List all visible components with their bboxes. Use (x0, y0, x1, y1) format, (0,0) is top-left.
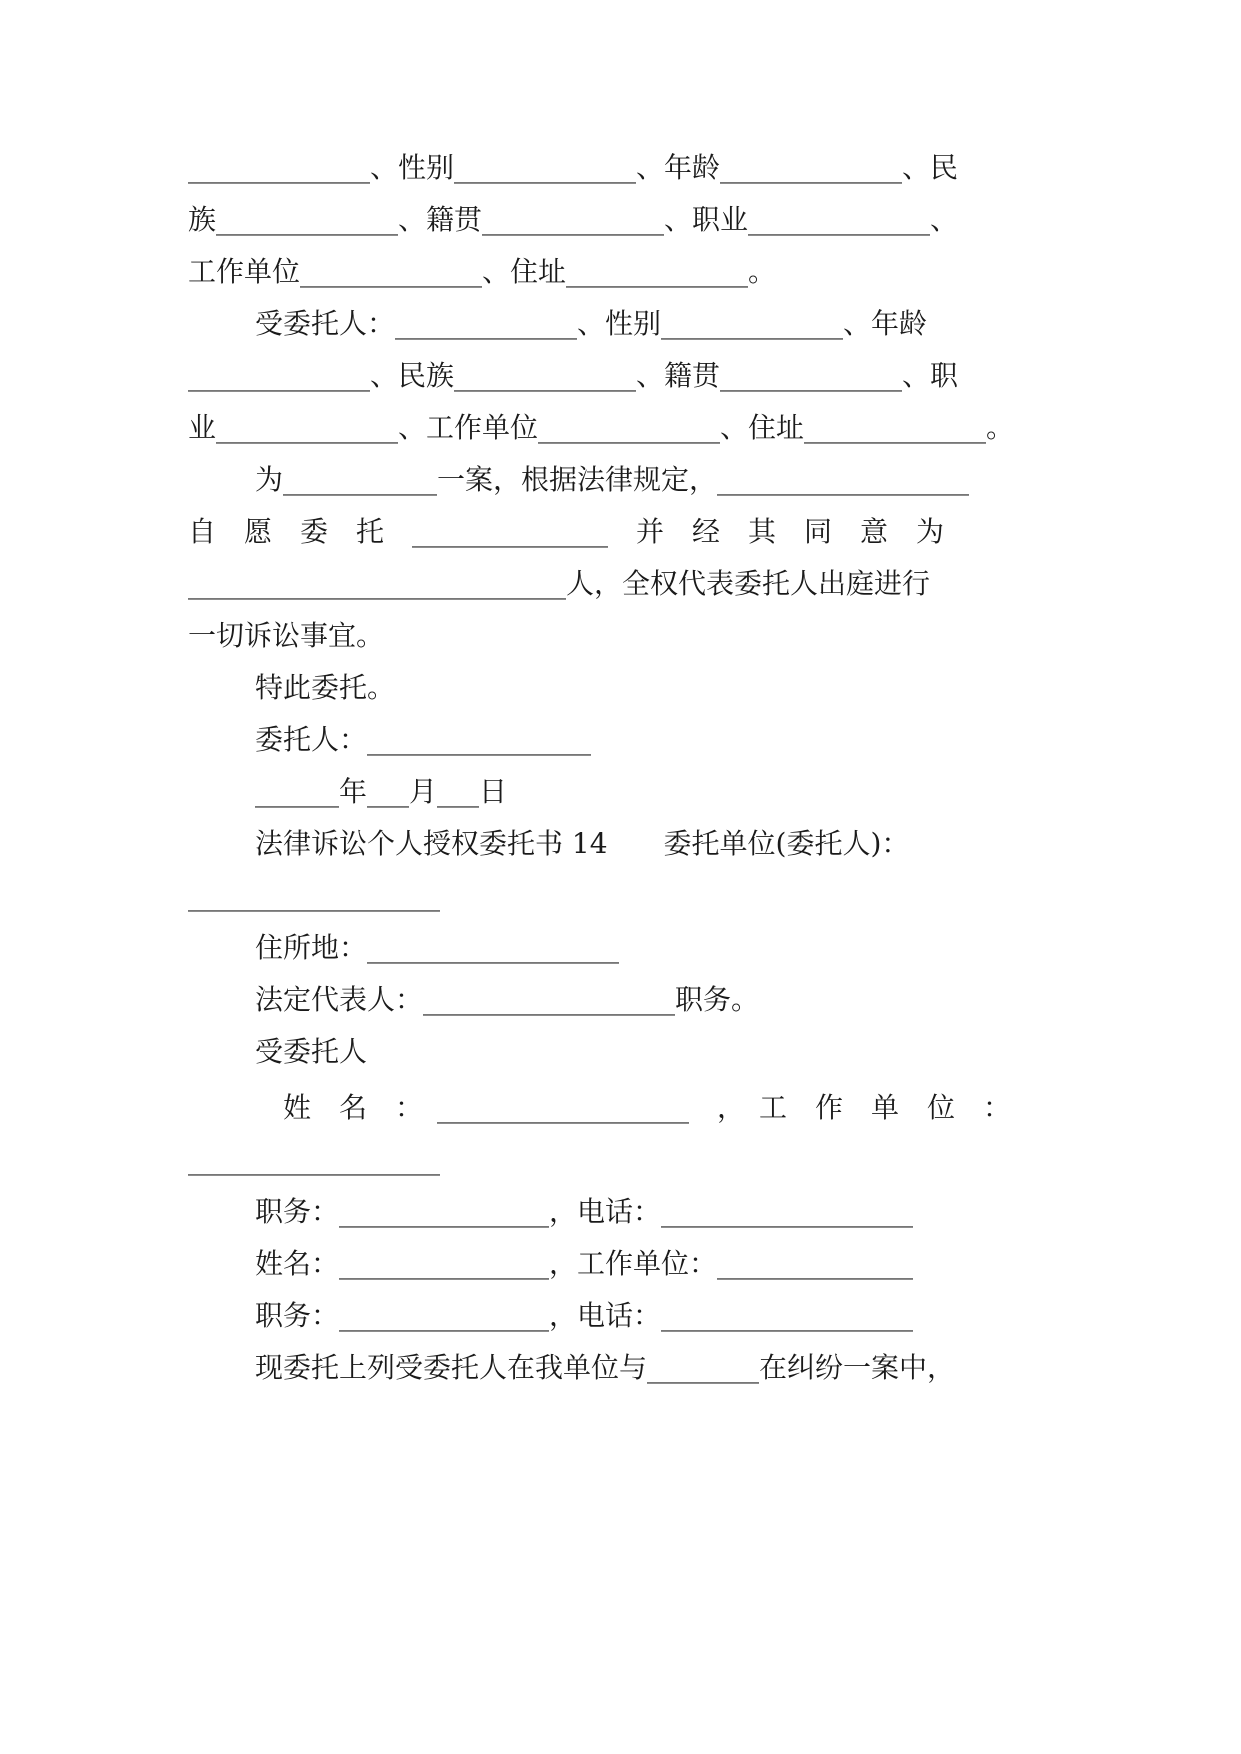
agent-1-unit-blank: __________________ (188, 1143, 440, 1176)
agent-2-name-unit-line: 姓名：_______________，工作单位：______________ (255, 1247, 914, 1280)
entrustment-scope-line: 现委托上列受委托人在我单位与________在纠纷一案中， (255, 1351, 956, 1384)
agent-info-line-2: _____________、民族_____________、籍贯_____________、职 (188, 359, 959, 392)
date-line: ______年___月___日 (255, 775, 508, 808)
agent-heading: 受委托人 (255, 1035, 368, 1068)
agent-1-name-unit-line: 姓 名 ： __________________ ， 工 作 单 位 ： (255, 1091, 1012, 1124)
principal-signature-line: 委托人：________________ (255, 723, 592, 756)
agent-info-line-1: 受委托人：_____________、性别_____________、年龄 (255, 307, 928, 340)
agent-info-line-3: 业_____________、工作单位_____________、住址_____________。 (188, 411, 1015, 444)
case-statement-line-4: 一切诉讼事宜。 (188, 619, 385, 652)
section-title-line: 法律诉讼个人授权委托书 14 委托单位(委托人)： (255, 827, 910, 860)
entrustment-closing: 特此委托。 (255, 671, 396, 704)
case-statement-line-1: 为___________一案，根据法律规定，__________________ (255, 463, 970, 496)
case-statement-line-2: 自 愿 委 托 ______________ 并 经 其 同 意 为 (188, 515, 945, 548)
case-statement-line-3: ___________________________人，全权代表委托人出庭进行 (188, 567, 931, 600)
domicile-line: 住所地：__________________ (255, 931, 620, 964)
principal-info-line-1: _____________、性别_____________、年龄_____________、民 (188, 151, 959, 184)
principal-info-line-3: 工作单位_____________、住址_____________。 (188, 255, 777, 288)
legal-representative-line: 法定代表人：__________________职务。 (255, 983, 760, 1016)
principal-info-line-2: 族_____________、籍贯_____________、职业_____________、 (188, 203, 959, 236)
agent-1-title-phone-line: 职务：_______________，电话：__________________ (255, 1195, 914, 1228)
entrusting-unit-blank: __________________ (188, 879, 440, 912)
agent-2-title-phone-line: 职务：_______________，电话：__________________ (255, 1299, 914, 1332)
